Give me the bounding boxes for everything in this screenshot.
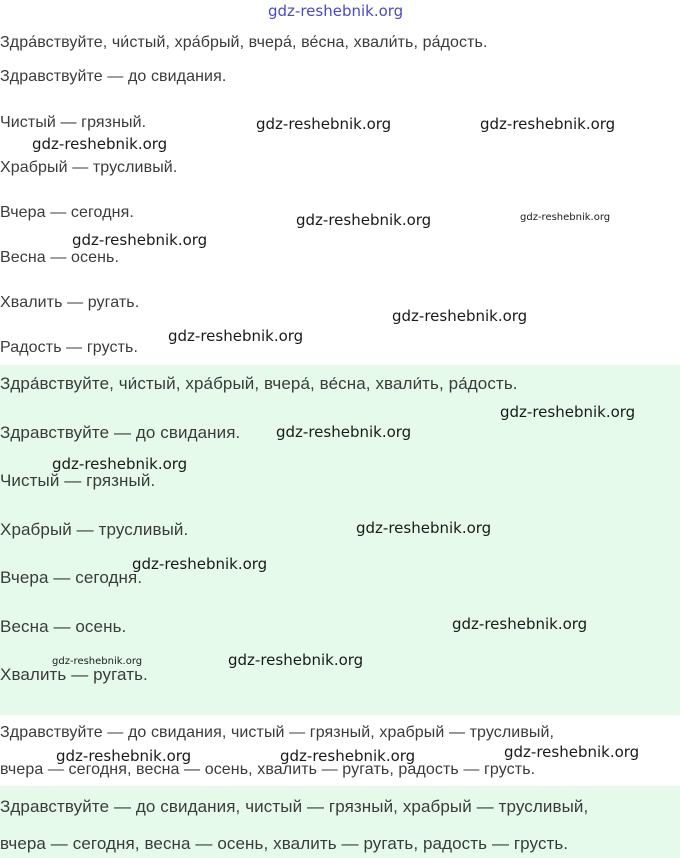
pair-1-7: Радость — грусть. xyxy=(0,339,139,356)
pair-2-2: Чистый — грязный. xyxy=(0,471,156,490)
watermark: gdz-reshebnik.org xyxy=(280,747,416,765)
watermark: gdz-reshebnik.org xyxy=(256,115,392,133)
header-watermark: gdz-reshebnik.org xyxy=(268,2,404,20)
watermark: gdz-reshebnik.org xyxy=(228,651,364,669)
summary-line-4-2: вчера — сегодня, весна — осень, хвалить — ругать, радость — грусть. xyxy=(0,834,569,853)
summary-line-3-2: вчера — сегодня, весна — осень, хвалить — ругать, радость — грусть. xyxy=(0,761,536,778)
watermark: gdz-reshebnik.org xyxy=(500,403,636,421)
watermark: gdz-reshebnik.org xyxy=(480,115,616,133)
pair-2-5: Весна — осень. xyxy=(0,617,127,636)
watermark: gdz-reshebnik.org xyxy=(296,211,432,229)
watermark: gdz-reshebnik.org xyxy=(132,555,268,573)
stress-line-1: Здра́вствуйте, чи́стый, хра́брый, вчера́, ве́сна, хвали́ть, ра́дость. xyxy=(0,34,488,51)
stress-line-2: Здра́вствуйте, чи́стый, хра́брый, вчера́, ве́сна, хвали́ть, ра́дость. xyxy=(0,374,518,393)
pair-1-6: Хвалить — ругать. xyxy=(0,294,140,311)
watermark: gdz-reshebnik.org xyxy=(72,231,208,249)
watermark: gdz-reshebnik.org xyxy=(452,615,588,633)
pair-1-4: Вчера — сегодня. xyxy=(0,204,134,221)
watermark: gdz-reshebnik.org xyxy=(32,135,168,153)
summary-line-4-1: Здравствуйте — до свидания, чистый — грязный, храбрый — трусливый, xyxy=(0,797,589,816)
pair-1-1: Здравствуйте — до свидания. xyxy=(0,68,227,85)
pair-1-5: Весна — осень. xyxy=(0,249,120,266)
pair-2-3: Храбрый — трусливый. xyxy=(0,520,189,539)
watermark: gdz-reshebnik.org xyxy=(56,747,192,765)
watermark: gdz-reshebnik.org xyxy=(504,743,640,761)
pair-1-3: Храбрый — трусливый. xyxy=(0,159,178,176)
watermark: gdz-reshebnik.org xyxy=(168,327,304,345)
pair-2-6: Хвалить — ругать. xyxy=(0,665,148,684)
pair-2-4: Вчера — сегодня. xyxy=(0,568,143,587)
watermark: gdz-reshebnik.org xyxy=(276,423,412,441)
watermark-small: gdz-reshebnik.org xyxy=(52,656,143,667)
pair-1-2: Чистый — грязный. xyxy=(0,114,147,131)
summary-line-3-1: Здравствуйте — до свидания, чистый — грязный, храбрый — трусливый, xyxy=(0,724,555,741)
watermark-small: gdz-reshebnik.org xyxy=(520,212,611,223)
watermark: gdz-reshebnik.org xyxy=(52,455,188,473)
watermark: gdz-reshebnik.org xyxy=(392,307,528,325)
watermark: gdz-reshebnik.org xyxy=(356,519,492,537)
pair-2-1: Здравствуйте — до свидания. xyxy=(0,423,241,442)
